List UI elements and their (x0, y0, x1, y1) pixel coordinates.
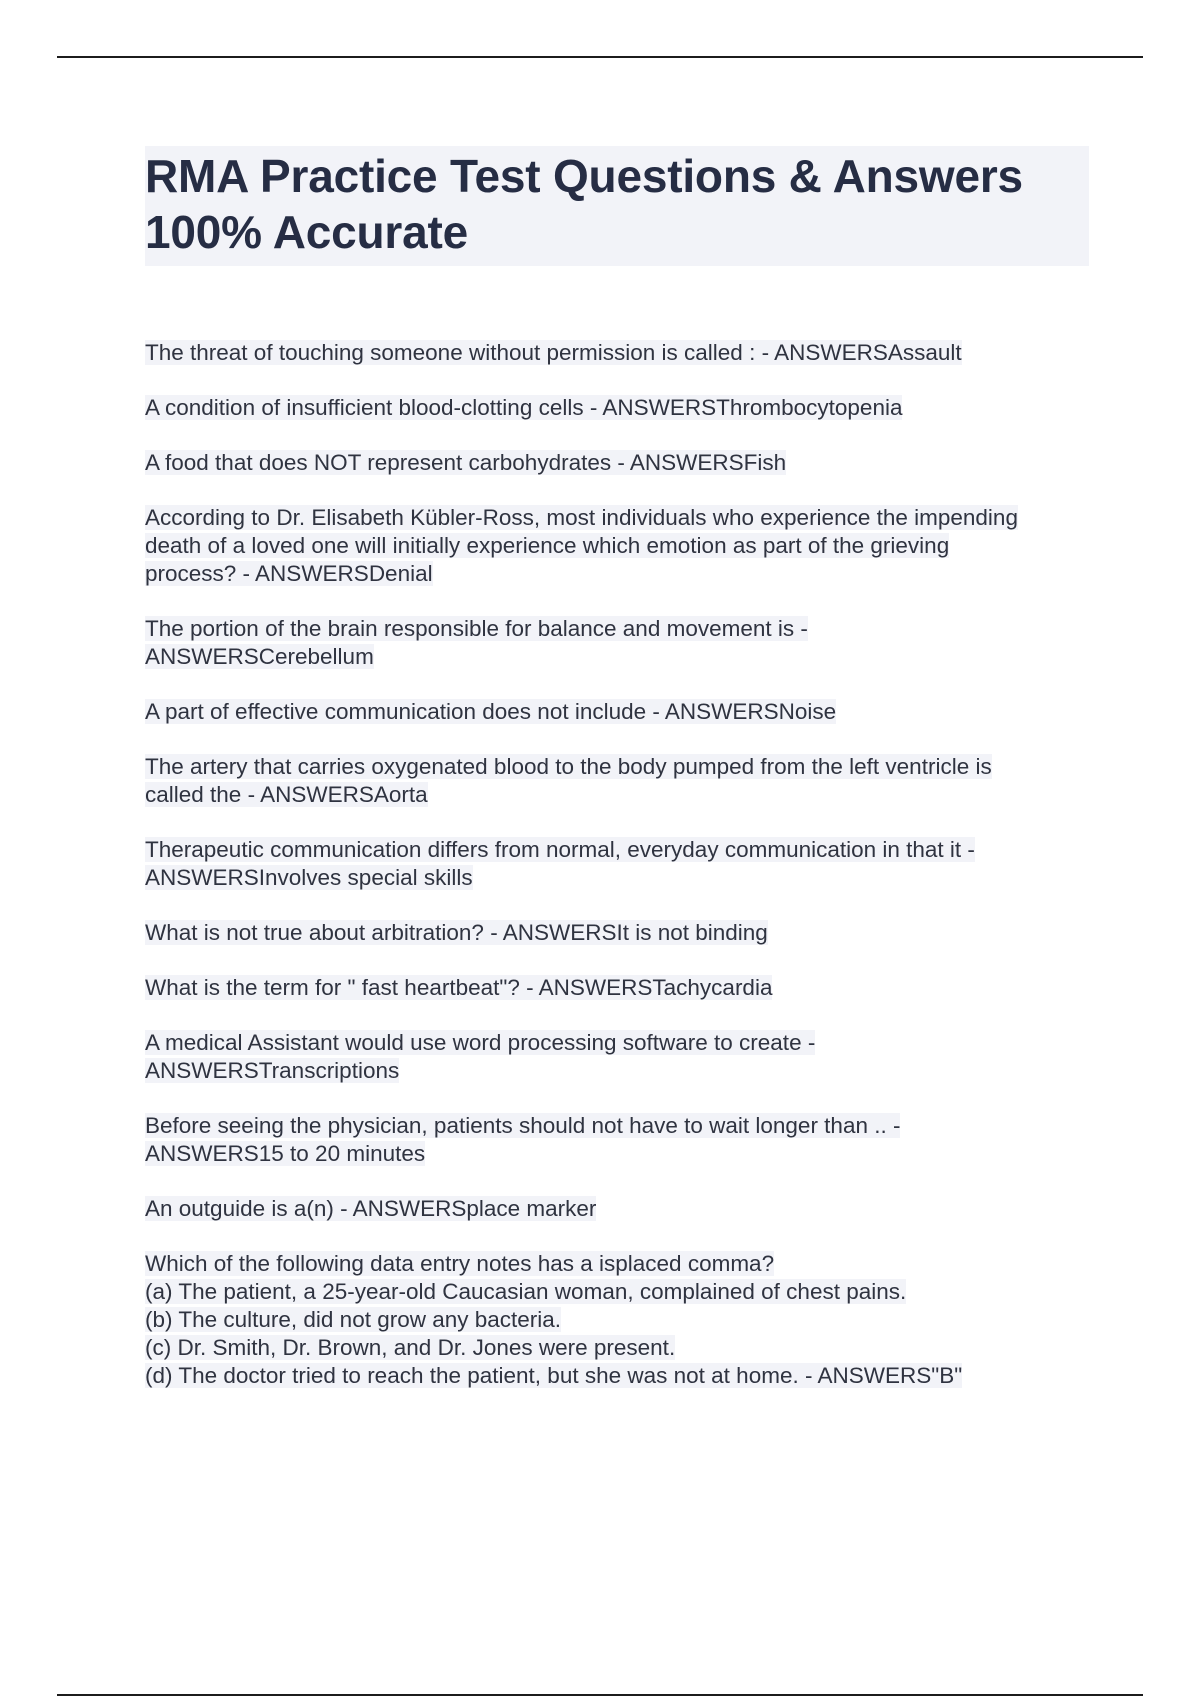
title-line-2: 100% Accurate (145, 206, 468, 258)
qa-text: An outguide is a(n) - ANSWERSplace marker (145, 1196, 597, 1221)
qa-item (145, 1112, 1095, 1168)
qa-list (145, 339, 1095, 1417)
qa-item (145, 1029, 1095, 1085)
qa-text: A medical Assistant would use word processing software to create - ANSWERSTranscriptions (145, 1030, 816, 1083)
qa-item (145, 394, 1095, 422)
bottom-rule (57, 1694, 1143, 1696)
qa-item (145, 615, 1095, 671)
qa-text: According to Dr. Elisabeth Kübler-Ross, most individuals who experience the impending death of a loved one will initially experience which emotion as part of the grieving process? - ANSWERSDenial (145, 505, 1018, 586)
qa-text: Therapeutic communication differs from normal, everyday communication in that it - ANSWERSInvolves special skills (145, 837, 975, 890)
qa-text: A condition of insufficient blood-clotting cells - ANSWERSThrombocytopenia (145, 395, 903, 420)
title-line-1: RMA Practice Test Questions & Answers (145, 150, 1023, 202)
qa-item (145, 974, 1095, 1002)
qa-text: The portion of the brain responsible for balance and movement is - ANSWERSCerebellum (145, 616, 808, 669)
qa-text: What is not true about arbitration? - ANSWERSIt is not binding (145, 920, 768, 945)
qa-item (145, 753, 1095, 809)
qa-text: The threat of touching someone without permission is called : - ANSWERSAssault (145, 340, 962, 365)
qa-text: What is the term for " fast heartbeat"? - ANSWERSTachycardia (145, 975, 773, 1000)
top-rule (57, 56, 1143, 58)
qa-item (145, 836, 1095, 892)
qa-item (145, 698, 1095, 726)
qa-item (145, 919, 1095, 947)
qa-text: The artery that carries oxygenated blood to the body pumped from the left ventricle is called the - ANSWERSAorta (145, 754, 992, 807)
qa-item (145, 1195, 1095, 1223)
qa-item (145, 1250, 1095, 1390)
qa-item (145, 504, 1095, 588)
qa-text: A food that does NOT represent carbohydrates - ANSWERSFish (145, 450, 787, 475)
qa-text: Before seeing the physician, patients should not have to wait longer than .. - ANSWERS15 to 20 minutes (145, 1113, 901, 1166)
qa-text: A part of effective communication does not include - ANSWERSNoise (145, 699, 837, 724)
document-title (145, 146, 1089, 266)
qa-text: Which of the following data entry notes has a isplaced comma? (a) The patient, a 25-year-old Caucasian woman, complained of chest pains. (b) The culture, did not grow any bacteria. (c) Dr. Smith, Dr. Brown, and Dr. Jones were present. (d) The doctor tried to reach the patient, but she was not at home. - ANSWERS"B" (145, 1251, 963, 1388)
qa-item (145, 449, 1095, 477)
qa-item (145, 339, 1095, 367)
